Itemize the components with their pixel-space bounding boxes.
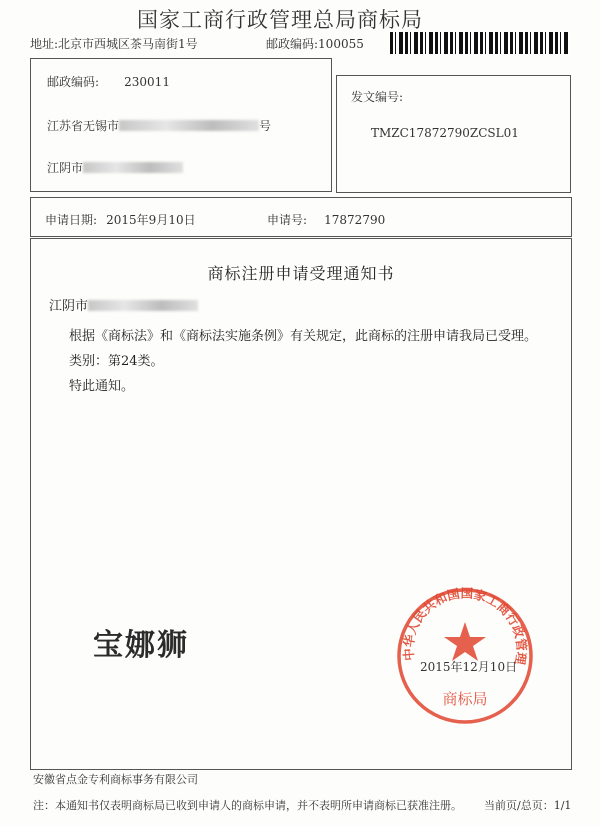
official-seal — [395, 586, 535, 726]
recipient-name-prefix: 江阴市 — [47, 161, 84, 175]
application-info-row — [30, 197, 572, 237]
seal-graphic — [395, 586, 535, 726]
page-indicator: 当前页/总页：1/1 — [484, 799, 572, 812]
recipient-address-prefix: 江苏省无锡市 — [47, 119, 120, 133]
redacted-name — [83, 162, 183, 173]
recipient-postcode-label: 邮政编码: — [47, 75, 100, 89]
issue-date: 2015年12月10日 — [420, 660, 518, 674]
barcode-image — [390, 32, 570, 54]
notice-category: 类别：第24类。 — [69, 354, 164, 369]
application-date-label: 申请日期: — [45, 213, 98, 227]
document-number-box — [336, 75, 571, 193]
notice-title: 商标注册申请受理通知书 — [207, 264, 395, 283]
document-number: TMZC17872790ZCSL01 — [371, 126, 519, 140]
seal-ring-text: 中华人民共和国国家工商行政管理 — [400, 586, 530, 666]
document-number-label: 发文编号: — [351, 90, 404, 104]
footer-note: 注：本通知书仅表明商标局已收到申请人的商标申请，并不表明所申请商标已获准注册。 — [33, 799, 462, 812]
agent-name: 安徽省点金专利商标事务有限公司 — [33, 773, 198, 786]
redacted-address — [119, 120, 259, 131]
application-number-label: 申请号: — [267, 213, 308, 227]
office-postcode: 邮政编码:100055 — [266, 37, 364, 51]
notice-paragraph: 根据《商标法》和《商标法实施条例》有关规定，此商标的注册申请我局已受理。 — [69, 329, 538, 344]
seal-star-icon — [444, 622, 486, 661]
notice-closing: 特此通知。 — [69, 379, 135, 394]
seal-center-text: 商标局 — [442, 690, 488, 708]
addressee-prefix: 江阴市 — [49, 299, 89, 314]
trademark-text: 宝娜狮 — [93, 628, 189, 663]
recipient-box — [30, 58, 332, 192]
application-date: 2015年9月10日 — [106, 213, 196, 227]
application-number: 17872790 — [324, 213, 386, 227]
recipient-address-suffix: 号 — [259, 119, 272, 133]
office-address: 地址:北京市西城区茶马南街1号 — [30, 37, 198, 51]
redacted-addressee — [88, 300, 198, 311]
recipient-postcode: 230011 — [124, 75, 170, 89]
office-title: 国家工商行政管理总局商标局 — [137, 8, 423, 32]
